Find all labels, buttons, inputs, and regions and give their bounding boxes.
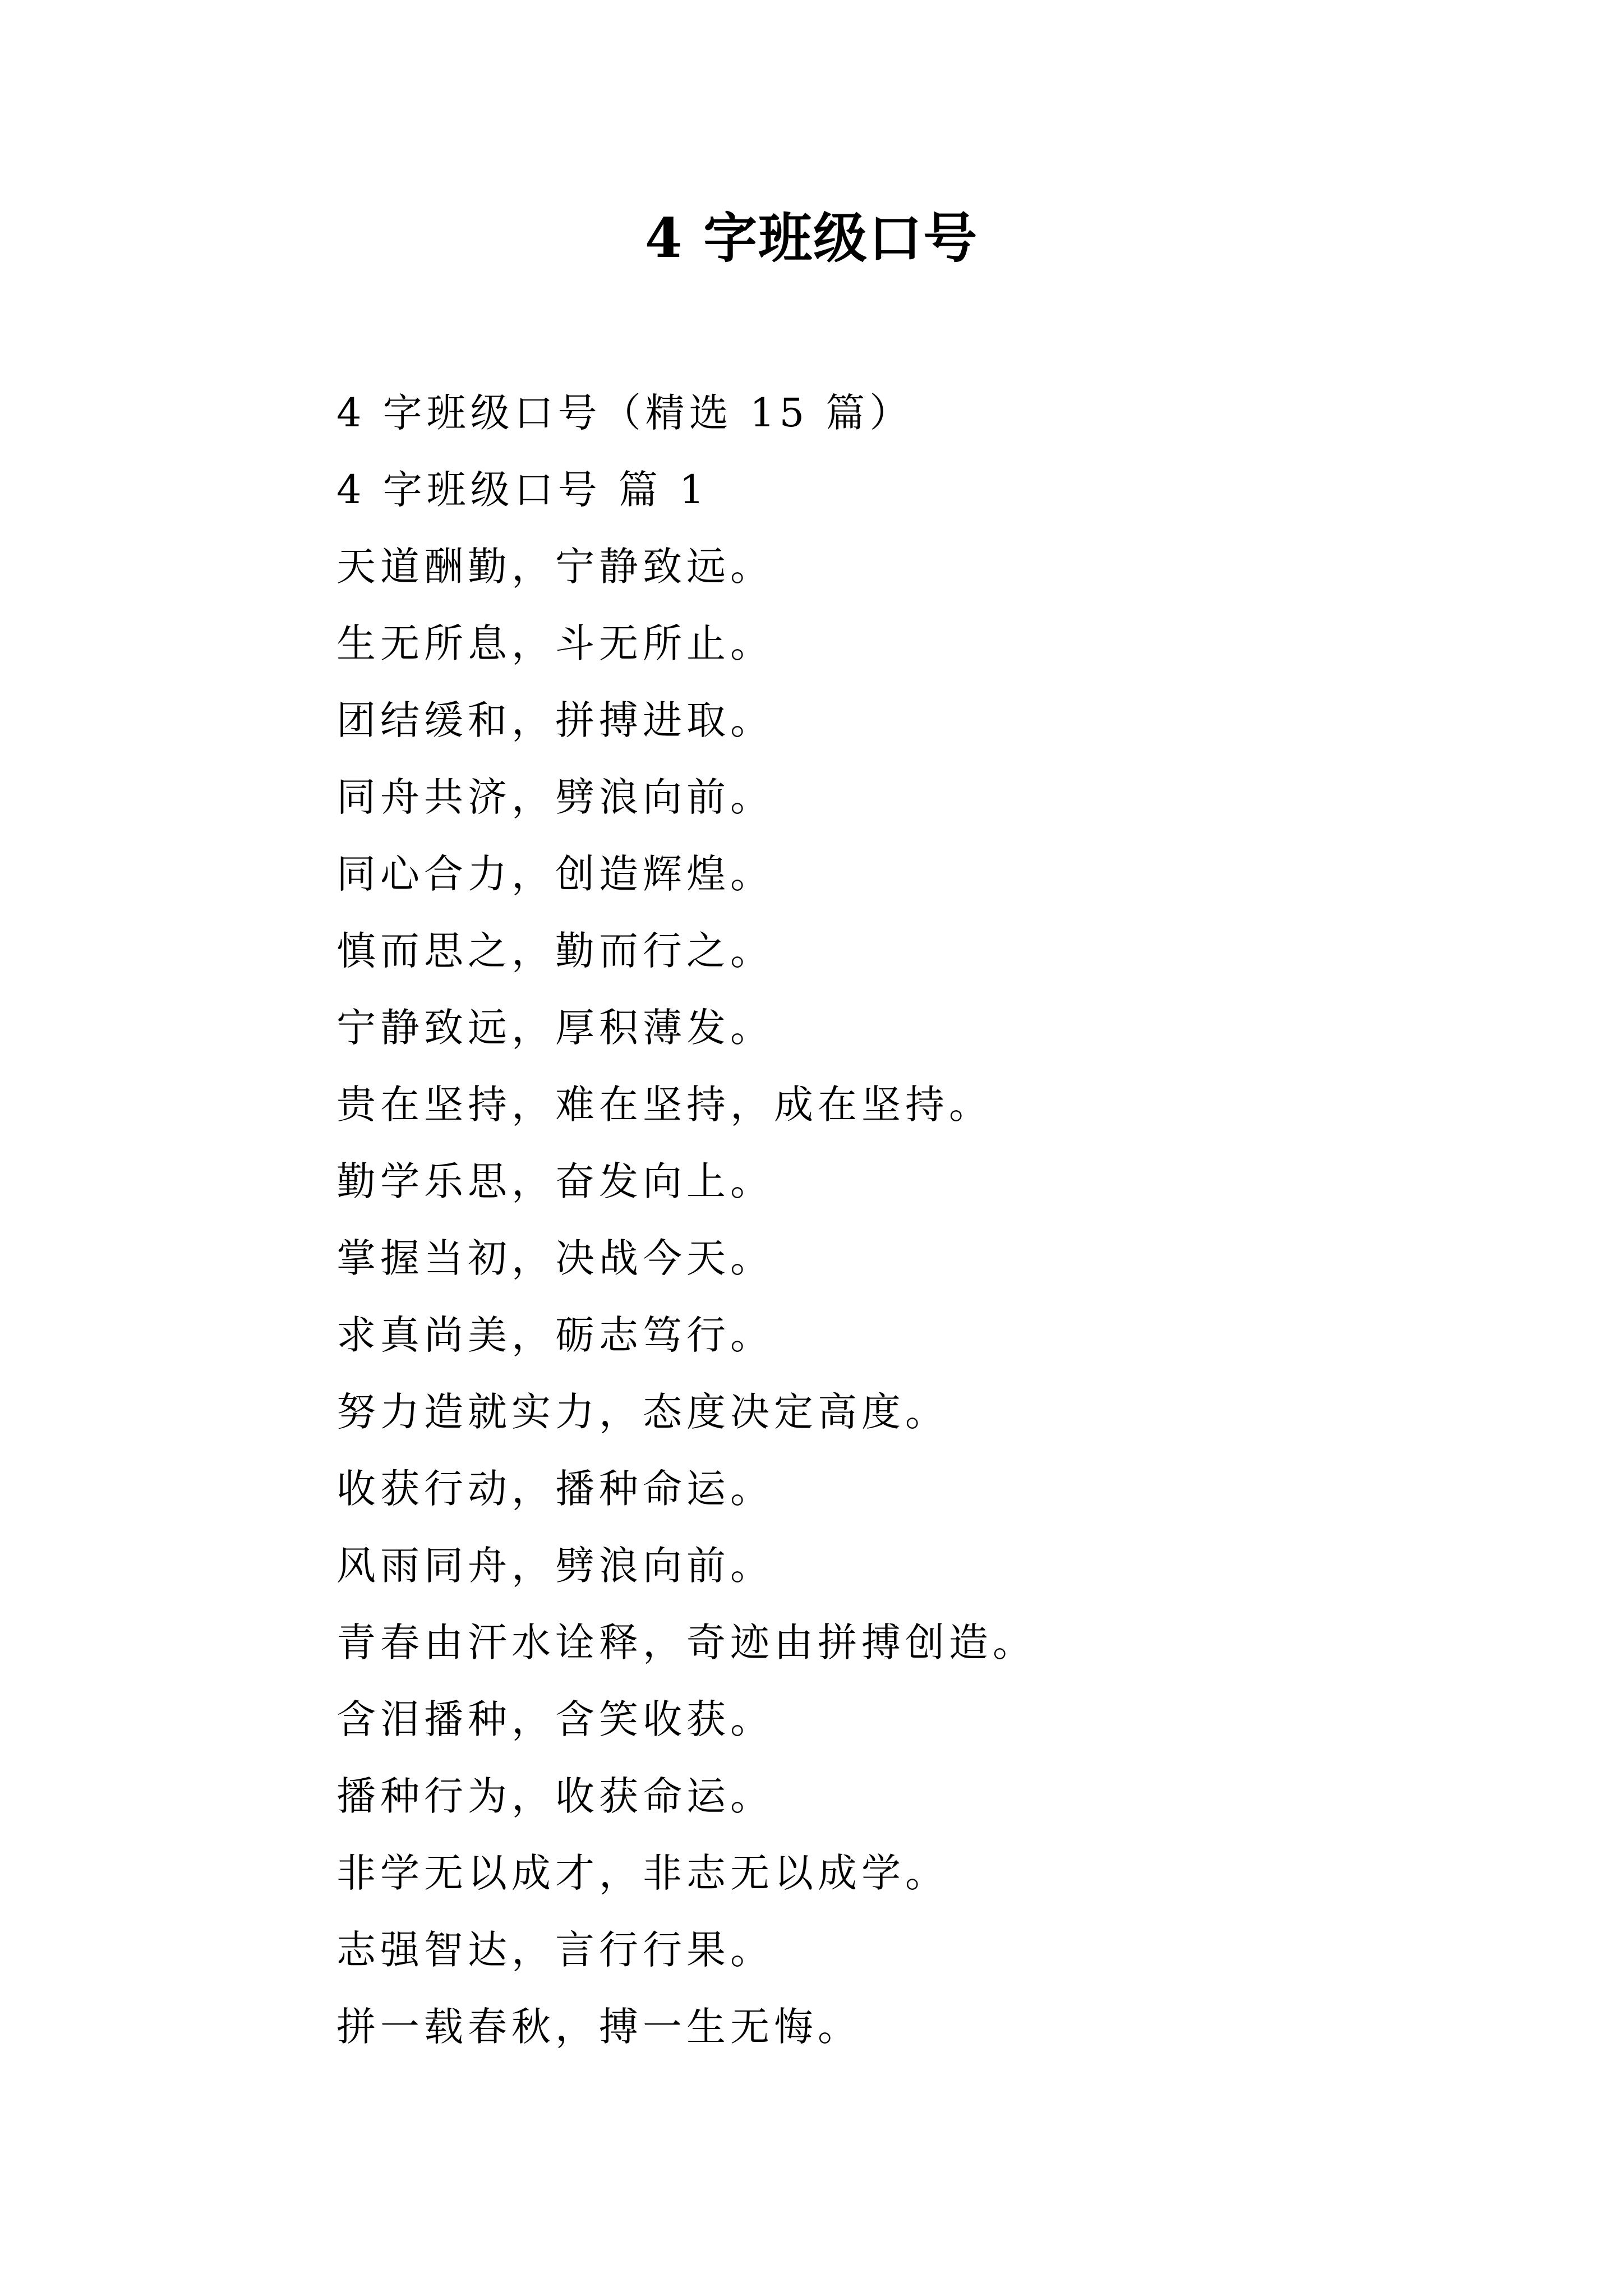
document-body [336,375,1514,2065]
slogan-line: 志强智达，言行行果。 [336,1927,774,1973]
document-subtitle: 4 字班级口号（精选 15 篇） [336,390,914,436]
slogan-line: 拼一载春秋，搏一生无悔。 [336,2004,861,2050]
slogan-line: 非学无以成才，非志无以成学。 [336,1850,949,1896]
slogan-line: 天道酬勤，宁静致远。 [336,544,774,590]
slogan-line: 生无所息，斗无所止。 [336,620,774,666]
slogan-line: 团结缓和，拼搏进取。 [336,697,774,743]
slogan-line: 掌握当初，决战今天。 [336,1235,774,1281]
section-heading: 4 字班级口号 篇 1 [336,467,709,513]
slogan-line: 播种行为，收获命运。 [336,1773,774,1819]
slogan-line: 努力造就实力，态度决定高度。 [336,1389,949,1435]
slogan-line: 求真尚美，砺志笃行。 [336,1312,774,1358]
slogan-line: 青春由汗水诠释，奇迹由拼搏创造。 [336,1619,1036,1665]
slogan-line: 收获行动，播种命运。 [336,1466,774,1512]
slogan-line: 同心合力，创造辉煌。 [336,851,774,897]
slogan-line: 勤学乐思，奋发向上。 [336,1158,774,1204]
slogan-line: 慎而思之，勤而行之。 [336,928,774,974]
slogan-line: 同舟共济，劈浪向前。 [336,774,774,820]
slogan-line: 风雨同舟，劈浪向前。 [336,1543,774,1589]
slogan-line: 含泪播种，含笑收获。 [336,1696,774,1742]
slogan-line: 宁静致远，厚积薄发。 [336,1005,774,1051]
slogan-line: 贵在坚持，难在坚持，成在坚持。 [336,1082,993,1128]
page-title: 4 字班级口号 [644,206,979,270]
